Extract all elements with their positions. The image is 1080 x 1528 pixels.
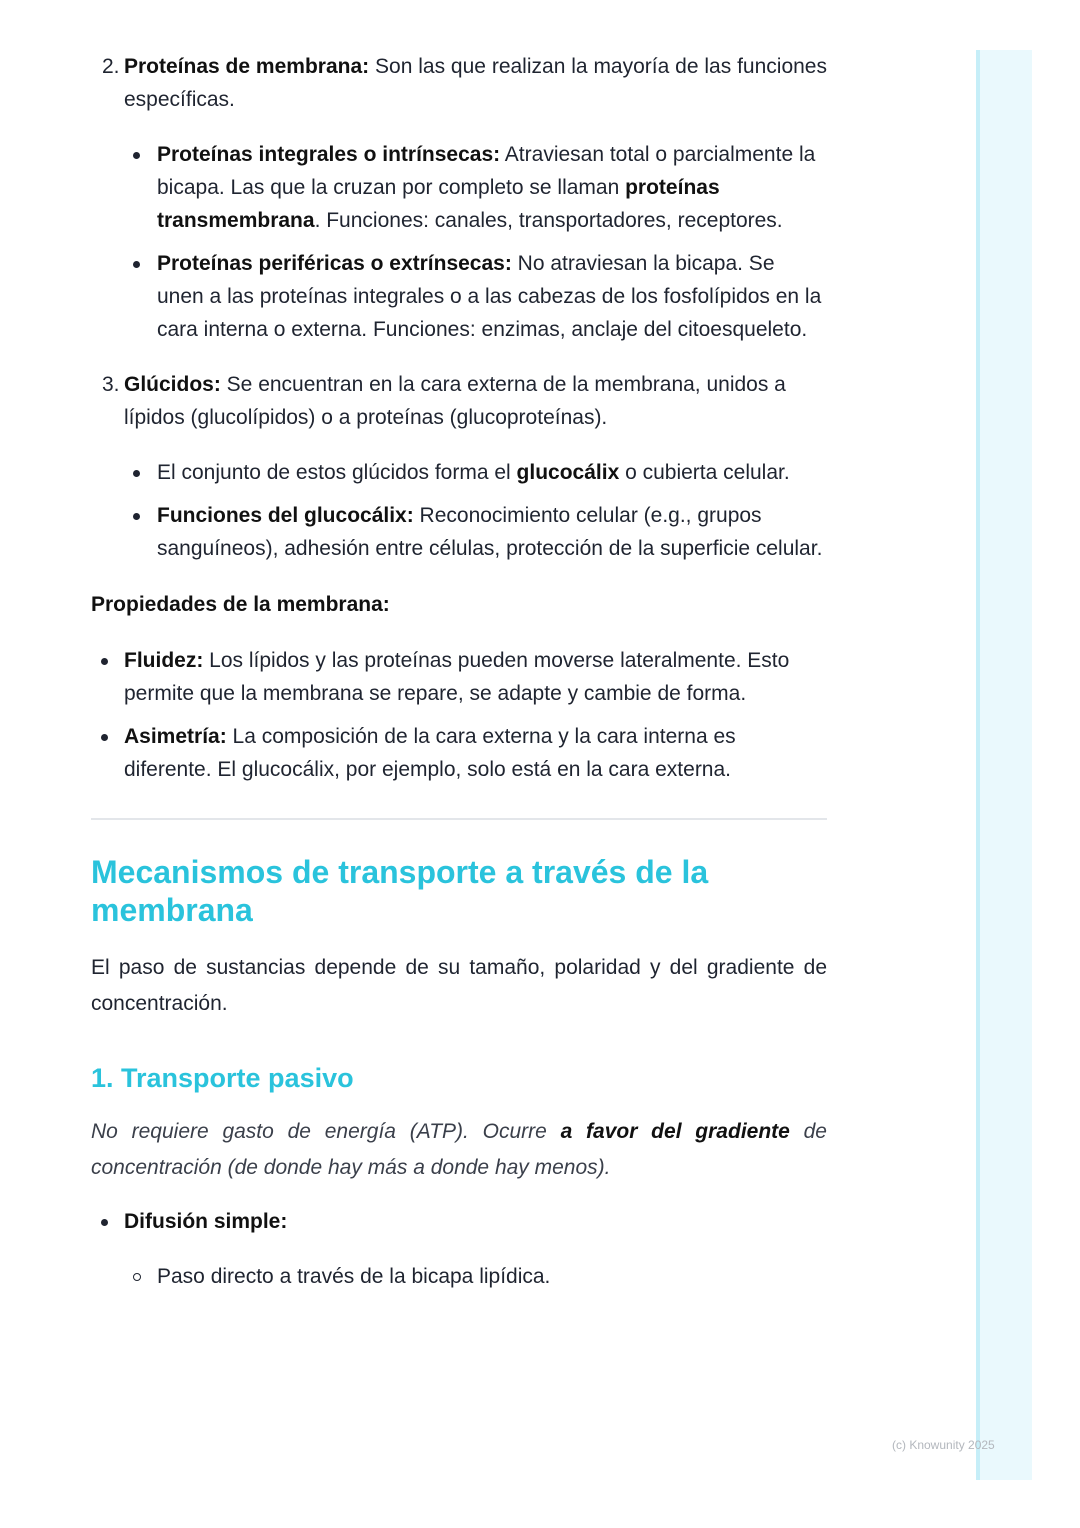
list-item-text: Glúcidos: Se encuentran en la cara externa de la membrana, unidos a lípidos (glucolípidos) o a proteínas (glucoproteínas). xyxy=(124,373,786,429)
section-intro: El paso de sustancias depende de su tamaño, polaridad y del gradiente de concentración. xyxy=(91,956,827,1015)
term: Asimetría: xyxy=(124,725,227,748)
property-fluidity: Fluidez: Los lípidos y las proteínas pueden moverse lateralmente. Esto permite que la membrana se repare, se adapte y cambie de forma. xyxy=(91,644,827,710)
bullet-icon xyxy=(101,734,108,741)
bullet-icon xyxy=(133,513,140,520)
bullet-glucocalyx: El conjunto de estos glúcidos forma el glucocálix o cubierta celular. xyxy=(91,456,827,489)
term: proteínas transmembrana xyxy=(157,176,720,232)
list-number: 2. xyxy=(102,55,120,78)
bullet-icon xyxy=(101,658,108,665)
term: Difusión simple: xyxy=(124,1210,288,1233)
term: a favor del gradiente xyxy=(560,1120,790,1143)
list-number: 3. xyxy=(102,373,120,396)
list-item-glucids xyxy=(91,368,827,434)
bullet-integral-proteins: Proteínas integrales o intrínsecas: Atraviesan total o parcialmente la bicapa. Las que la cruzan por completo se llaman proteínas transmembrana. Funciones: canales, transportadores, receptores. xyxy=(91,138,827,237)
bullet-peripheral-proteins: Proteínas periféricas o extrínsecas: No atraviesan la bicapa. Se unen a las proteínas integrales o a las cabezas de los fosfolípidos en la cara interna o externa. Funciones: enzimas, anclaje del citoesqueleto. xyxy=(91,247,827,346)
term: Proteínas integrales o intrínsecas: xyxy=(157,143,501,166)
property-asymmetry: Asimetría: La composición de la cara externa y la cara interna es diferente. El glucocálix, por ejemplo, solo está en la cara externa. xyxy=(91,720,827,786)
list-item-text: Proteínas de membrana: Son las que realizan la mayoría de las funciones específicas. xyxy=(124,55,827,111)
list-item-membrane-proteins xyxy=(91,50,827,116)
passive-description: No requiere gasto de energía (ATP). Ocurre a favor del gradiente de concentración (de donde hay más a donde hay menos). xyxy=(91,1120,827,1179)
section-title: Mecanismos de transporte a través de la membrana xyxy=(91,854,709,928)
term: Proteínas de membrana: xyxy=(124,55,370,78)
term: Funciones del glucocálix: xyxy=(157,504,414,527)
document-content xyxy=(91,46,827,1293)
bullet-icon xyxy=(101,1219,108,1226)
subsection-title: 1. Transporte pasivo xyxy=(91,1063,354,1093)
bullet-simple-diffusion xyxy=(91,1205,827,1238)
term: Glúcidos: xyxy=(124,373,221,396)
bullet-icon xyxy=(133,152,140,159)
properties-heading: Propiedades de la membrana: xyxy=(91,593,390,616)
bullet-icon xyxy=(133,470,140,477)
term: Proteínas periféricas o extrínsecas: xyxy=(157,252,512,275)
copyright-footer: (c) Knowunity 2025 xyxy=(892,1438,995,1452)
page-side-band xyxy=(976,50,1032,1480)
hollow-bullet-icon xyxy=(133,1273,141,1281)
term: Fluidez: xyxy=(124,649,204,672)
term: glucocálix xyxy=(516,461,620,484)
sub-bullet-direct-passage: Paso directo a través de la bicapa lipídica. xyxy=(91,1260,827,1293)
bullet-glucocalyx-functions: Funciones del glucocálix: Reconocimiento celular (e.g., grupos sanguíneos), adhesión entre células, protección de la superficie celular. xyxy=(91,499,827,565)
bullet-icon xyxy=(133,261,140,268)
